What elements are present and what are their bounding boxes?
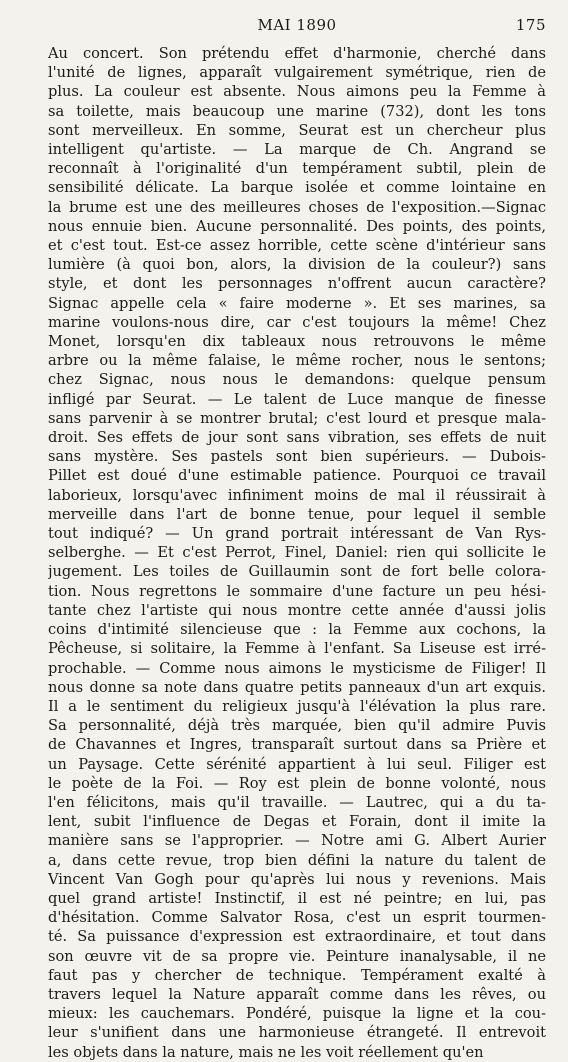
- text-line: lent, subit l'influence de Degas et Forain, dont il imite la: [48, 813, 546, 831]
- text-line: arbre ou la même falaise, le même rocher, nous le sentons;: [48, 352, 546, 370]
- text-line: la brume est une des meilleures choses de l'exposition.—Signac: [48, 198, 546, 216]
- text-line: sans mystère. Ses pastels sont bien supérieurs. — Dubois-: [48, 448, 546, 466]
- text-line: infligé par Seurat. — Le talent de Luce manque de finesse: [48, 390, 546, 408]
- text-line: de Chavannes et Ingres, transparaît surtout dans sa Prière et: [48, 736, 546, 754]
- text-line: Sa personnalité, déjà très marquée, bien qu'il admire Puvis: [48, 717, 546, 735]
- text-line: coins d'intimité silencieuse que : la Femme aux cochons, la: [48, 621, 546, 639]
- text-line: son œuvre vit de sa propre vie. Peinture inanalysable, il ne: [48, 947, 546, 965]
- text-line: l'en félicitons, mais qu'il travaille. — Lautrec, qui a du ta-: [48, 793, 546, 811]
- text-line: mieux: les cauchemars. Pondéré, puisque la ligne et la cou-: [48, 1005, 546, 1023]
- text-line: Il a le sentiment du religieux jusqu'à l'élévation la plus rare.: [48, 697, 546, 715]
- page-number: 175: [515, 16, 546, 34]
- text-line: sans parvenir à se montrer brutal; c'est lourd et presque mala-: [48, 409, 546, 427]
- text-line: faut pas y chercher de technique. Tempérament exalté à: [48, 966, 546, 984]
- text-line: reconnaît à l'originalité d'un tempérament subtil, plein de: [48, 160, 546, 178]
- text-line: Vincent Van Gogh pour qu'après lui nous y revenions. Mais: [48, 870, 546, 888]
- text-line: laborieux, lorsqu'avec infiniment moins de mal il réussirait à: [48, 486, 546, 504]
- text-line: un Paysage. Cette sérénité appartient à lui seul. Filiger est: [48, 755, 546, 773]
- text-line: leur s'unifient dans une harmonieuse étrangeté. Il entrevoit: [48, 1024, 546, 1042]
- text-line: Monet, lorsqu'en dix tableaux nous retrouvons le même: [48, 333, 546, 351]
- text-line: merveille dans l'art de bonne tenue, pour lequel il semble: [48, 505, 546, 523]
- text-line: jugement. Les toiles de Guillaumin sont de fort belle colora-: [48, 563, 546, 581]
- text-line: droit. Ses effets de jour sont sans vibration, ses effets de nuit: [48, 429, 546, 447]
- text-line: sont merveilleux. En somme, Seurat est un chercheur plus: [48, 121, 546, 139]
- text-line: style, et dont les personnages n'offrent aucun caractère?: [48, 275, 546, 293]
- text-line: quel grand artiste! Instinctif, il est né peintre; en lui, pas: [48, 889, 546, 907]
- text-line: lumière (à quoi bon, alors, la division de la couleur?) sans: [48, 256, 546, 274]
- text-line: plus. La couleur est absente. Nous aimons peu la Femme à: [48, 83, 546, 101]
- text-line: tout indiqué? — Un grand portrait intéressant de Van Rys-: [48, 525, 546, 543]
- text-line: a, dans cette revue, trop bien défini la nature du talent de: [48, 851, 546, 869]
- text-line: Pillet est doué d'une estimable patience. Pourquoi ce travail: [48, 467, 546, 485]
- text-line: Signac appelle cela « faire moderne ». Et ses marines, sa: [48, 294, 546, 312]
- text-line: chez Signac, nous nous le demandons: quelque pensum: [48, 371, 546, 389]
- text-line: travers lequel la Nature apparaît comme dans les rêves, ou: [48, 985, 546, 1003]
- text-line: le poète de la Foi. — Roy est plein de bonne volonté, nous: [48, 774, 546, 792]
- running-title: MAI 1890: [257, 16, 337, 34]
- text-line: sensibilité délicate. La barque isolée et comme lointaine en: [48, 179, 546, 197]
- text-line: manière sans se l'approprier. — Notre ami G. Albert Aurier: [48, 832, 546, 850]
- text-line: les objets dans la nature, mais ne les voit réellement qu'en: [48, 1043, 484, 1061]
- text-line: tante chez l'artiste qui nous montre cette année d'aussi jolis: [48, 601, 546, 619]
- text-line: tion. Nous regrettons le sommaire d'une facture un peu hési-: [48, 582, 546, 600]
- text-line: marine voulons-nous dire, car c'est toujours la même! Chez: [48, 313, 546, 331]
- text-line: té. Sa puissance d'expression est extraordinaire, et tout dans: [48, 928, 546, 946]
- text-line: sa toilette, mais beaucoup une marine (732), dont les tons: [48, 102, 546, 120]
- text-line: intelligent qu'artiste. — La marque de Ch. Angrand se: [48, 141, 546, 159]
- body-text: [48, 44, 546, 1062]
- text-line: d'hésitation. Comme Salvator Rosa, c'est un esprit tourmen-: [48, 909, 546, 927]
- text-line: selberghe. — Et c'est Perrot, Finel, Daniel: rien qui sollicite le: [48, 544, 546, 562]
- text-line: et c'est tout. Est-ce assez horrible, cette scène d'intérieur sans: [48, 237, 546, 255]
- text-line: nous ennuie bien. Aucune personnalité. Des points, des points,: [48, 217, 546, 235]
- text-line: Pêcheuse, si solitaire, la Femme à l'enfant. Sa Liseuse est irré-: [48, 640, 546, 658]
- text-line: nous donne sa note dans quatre petits panneaux d'un art exquis.: [48, 678, 546, 696]
- text-line: l'unité de lignes, apparaît vulgairement symétrique, rien de: [48, 64, 546, 82]
- text-line: Au concert. Son prétendu effet d'harmonie, cherché dans: [48, 45, 546, 62]
- text-line: prochable. — Comme nous aimons le mysticisme de Filiger! Il: [48, 659, 546, 677]
- running-header: [48, 12, 546, 38]
